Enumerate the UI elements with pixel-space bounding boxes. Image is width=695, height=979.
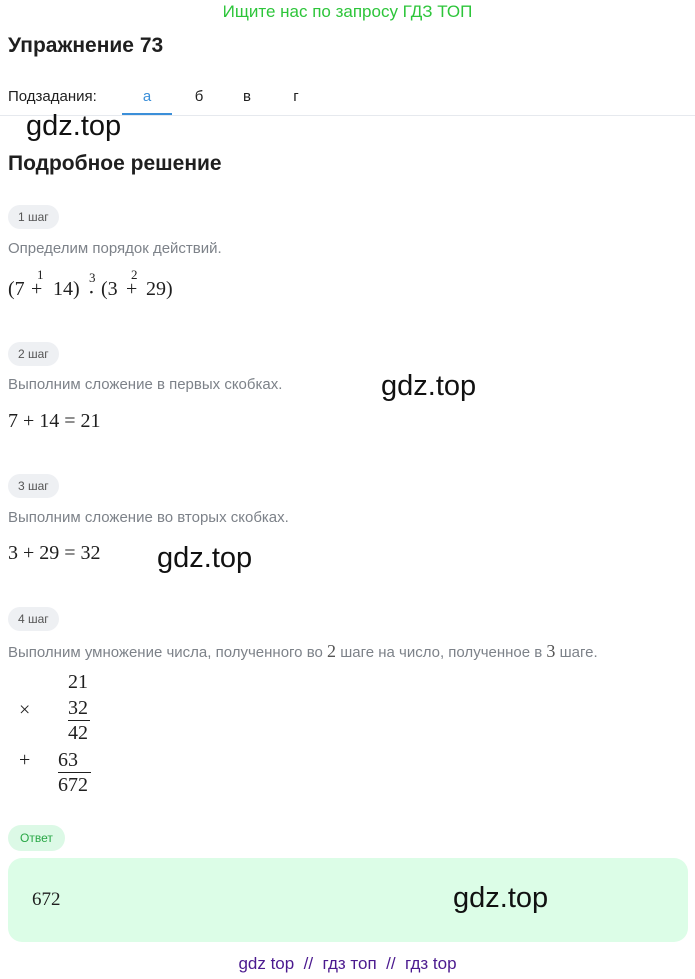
tab-v[interactable]: в <box>243 88 251 105</box>
step-math-2: 7 + 14 = 21 <box>8 410 101 432</box>
footer-links: gdz top // гдз топ // гдз top <box>238 954 457 973</box>
step-badge-3: 3 шаг <box>8 474 59 498</box>
tab-g[interactable]: г <box>293 88 299 105</box>
step-number: 2 <box>327 641 337 661</box>
active-tab-indicator <box>122 113 172 115</box>
tab-b[interactable]: б <box>194 88 204 105</box>
math-token: 29) <box>146 278 173 300</box>
tab-a[interactable]: а <box>142 88 152 105</box>
order-label-3: 3 <box>89 270 96 285</box>
answer-box <box>8 858 688 942</box>
order-label-1: 1 <box>37 267 44 282</box>
math-plus: + <box>126 278 138 300</box>
answer-badge: Ответ <box>8 825 65 851</box>
column-rule <box>58 772 91 773</box>
math-token: 14) <box>53 278 80 300</box>
times-sign: × <box>19 699 31 721</box>
watermark: gdz.top <box>26 110 122 142</box>
column-factor-1: 21 <box>68 671 88 693</box>
math-token: (7 <box>8 278 25 300</box>
column-factor-2: 32 <box>68 697 88 719</box>
solution-title: Подробное решение <box>8 152 222 175</box>
partial-product-2: 63 <box>58 749 78 771</box>
watermark: gdz.top <box>381 370 477 402</box>
step-badge-1: 1 шаг <box>8 205 59 229</box>
step-text-3: Выполним сложение во вторых скобках. <box>8 509 289 526</box>
page-title: Упражнение 73 <box>8 34 164 57</box>
math-token: (3 <box>101 278 118 300</box>
plus-sign: + <box>19 749 31 771</box>
column-rule <box>68 720 90 721</box>
step-text-part: шаге. <box>559 644 598 661</box>
step-badge-2: 2 шаг <box>8 342 59 366</box>
column-result: 672 <box>58 774 88 796</box>
step-text-part: шаге на число, полученное в <box>340 644 543 661</box>
step-badge-4: 4 шаг <box>8 607 59 631</box>
math-plus: + <box>31 278 43 300</box>
step-text-1: Определим порядок действий. <box>8 240 222 257</box>
subtasks-label: Подзадания: <box>8 88 97 105</box>
step-text-4 <box>8 641 598 662</box>
partial-product-1: 42 <box>68 722 88 744</box>
order-label-2: 2 <box>131 267 138 282</box>
step-math-3: 3 + 29 = 32 <box>8 542 101 564</box>
answer-value: 672 <box>32 889 61 910</box>
search-promo-banner: Ищите нас по запросу ГДЗ ТОП <box>222 2 473 21</box>
step-text-2: Выполним сложение в первых скобках. <box>8 376 283 393</box>
watermark: gdz.top <box>453 882 549 914</box>
math-dot: ⋅ <box>88 282 95 304</box>
step-number: 3 <box>546 641 556 661</box>
step-text-part: Выполним умножение числа, полученного во <box>8 644 323 661</box>
step-math-1 <box>8 278 25 301</box>
watermark: gdz.top <box>157 542 253 574</box>
